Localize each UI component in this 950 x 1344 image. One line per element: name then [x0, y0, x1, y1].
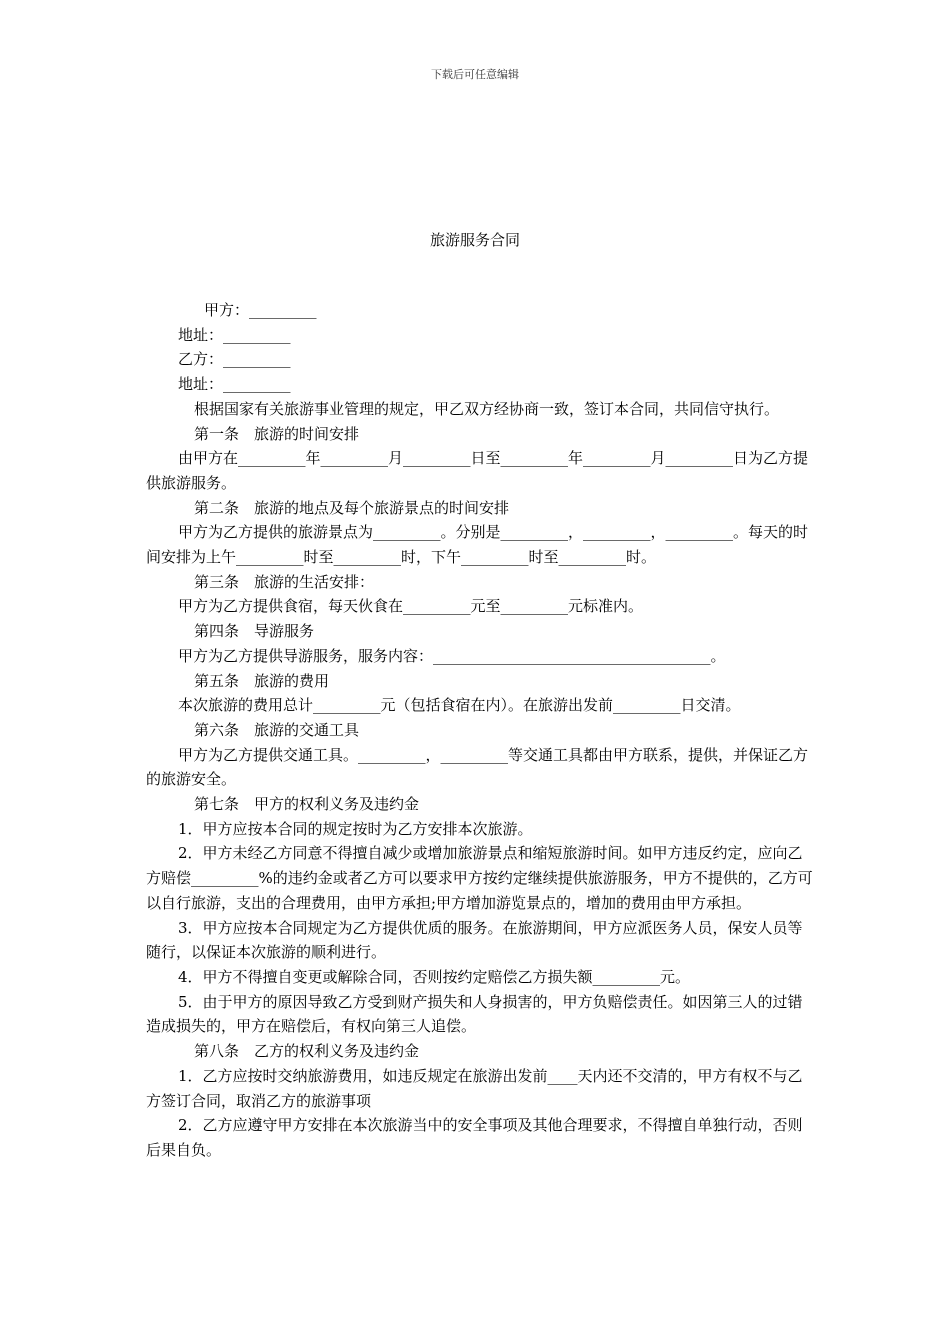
page-header: 下载后可任意编辑 [431, 68, 519, 81]
preamble: 根据国家有关旅游事业管理的规定，甲乙双方经协商一致，签订本合同，共同信守执行。 [194, 399, 780, 418]
party-b-name: 乙方：_________ [178, 350, 291, 369]
document-body [146, 298, 814, 1163]
article-7-clause-3: 3．甲方应按本合同规定为乙方提供优质的服务。在旅游期间，甲方应派医务人员，保安人员等随行，以保证本次旅游的顺利进行。 [146, 918, 803, 962]
article-3-heading: 第三条 旅游的生活安排： [194, 572, 375, 591]
article-8-clause-2: 2．乙方应遵守甲方安排在本次旅游当中的安全事项及其他合理要求，不得擅自单独行动，否则后果自负。 [146, 1116, 803, 1159]
article-1-heading: 第一条 旅游的时间安排 [194, 424, 360, 443]
article-5-heading: 第五条 旅游的费用 [194, 671, 330, 690]
article-7-clause-4: 4．甲方不得擅自变更或解除合同，否则按约定赔偿乙方损失额_________元。 [178, 967, 691, 986]
article-4-body: 甲方为乙方提供导游服务，服务内容：_____________________________________。 [178, 646, 726, 665]
article-8-heading: 第八条 乙方的权利义务及违约金 [194, 1042, 420, 1061]
article-2-body: 甲方为乙方提供的旅游景点为_________。分别是_________，_________，_________。每天的时间安排为上午_________时至_________时，下午_________时至_________时。 [146, 523, 809, 567]
article-7-clause-5: 5．由于甲方的原因导致乙方受到财产损失和人身损害的，甲方负赔偿责任。如因第三人的过错造成损失的，甲方在赔偿后，有权向第三人追偿。 [146, 992, 803, 1036]
party-a-name: 甲方：_________ [204, 301, 317, 319]
article-7-clause-2: 2．甲方未经乙方同意不得擅自减少或增加旅游景点和缩短旅游时间。如甲方违反约定，应向乙方赔偿_________%的违约金或者乙方可以要求甲方按约定继续提供旅游服务，甲方不提供的，乙方可以自行旅游，支出的合理费用，由甲方承担;甲方增加游览景点的，增加的费用由甲方承担。 [146, 844, 813, 912]
article-8-clause-1: 1．乙方应按时交纳旅游费用，如违反规定在旅游出发前____天内还不交清的，甲方有权不与乙方签订合同，取消乙方的旅游事项 [146, 1066, 803, 1110]
article-5-body: 本次旅游的费用总计_________元（包括食宿在内）。在旅游出发前_________日交清。 [178, 696, 741, 715]
article-3-body: 甲方为乙方提供食宿，每天伙食在_________元至_________元标准内。 [178, 597, 644, 616]
article-1-body: 由甲方在_________年_________月_________日至_________年_________月_________日为乙方提供旅游服务。 [146, 449, 809, 492]
article-4-heading: 第四条 导游服务 [194, 622, 315, 641]
party-a-address: 地址：_________ [178, 325, 291, 344]
article-7-heading: 第七条 甲方的权利义务及违约金 [194, 795, 420, 814]
article-7-clause-1: 1．甲方应按本合同的规定按时为乙方安排本次旅游。 [178, 819, 533, 838]
article-6-heading: 第六条 旅游的交通工具 [194, 720, 360, 739]
party-b-address: 地址：_________ [178, 375, 291, 394]
article-6-body: 甲方为乙方提供交通工具。_________，_________等交通工具都由甲方联系，提供，并保证乙方的旅游安全。 [146, 745, 809, 789]
document-title: 旅游服务合同 [429, 231, 520, 249]
article-2-heading: 第二条 旅游的地点及每个旅游景点的时间安排 [194, 498, 510, 517]
